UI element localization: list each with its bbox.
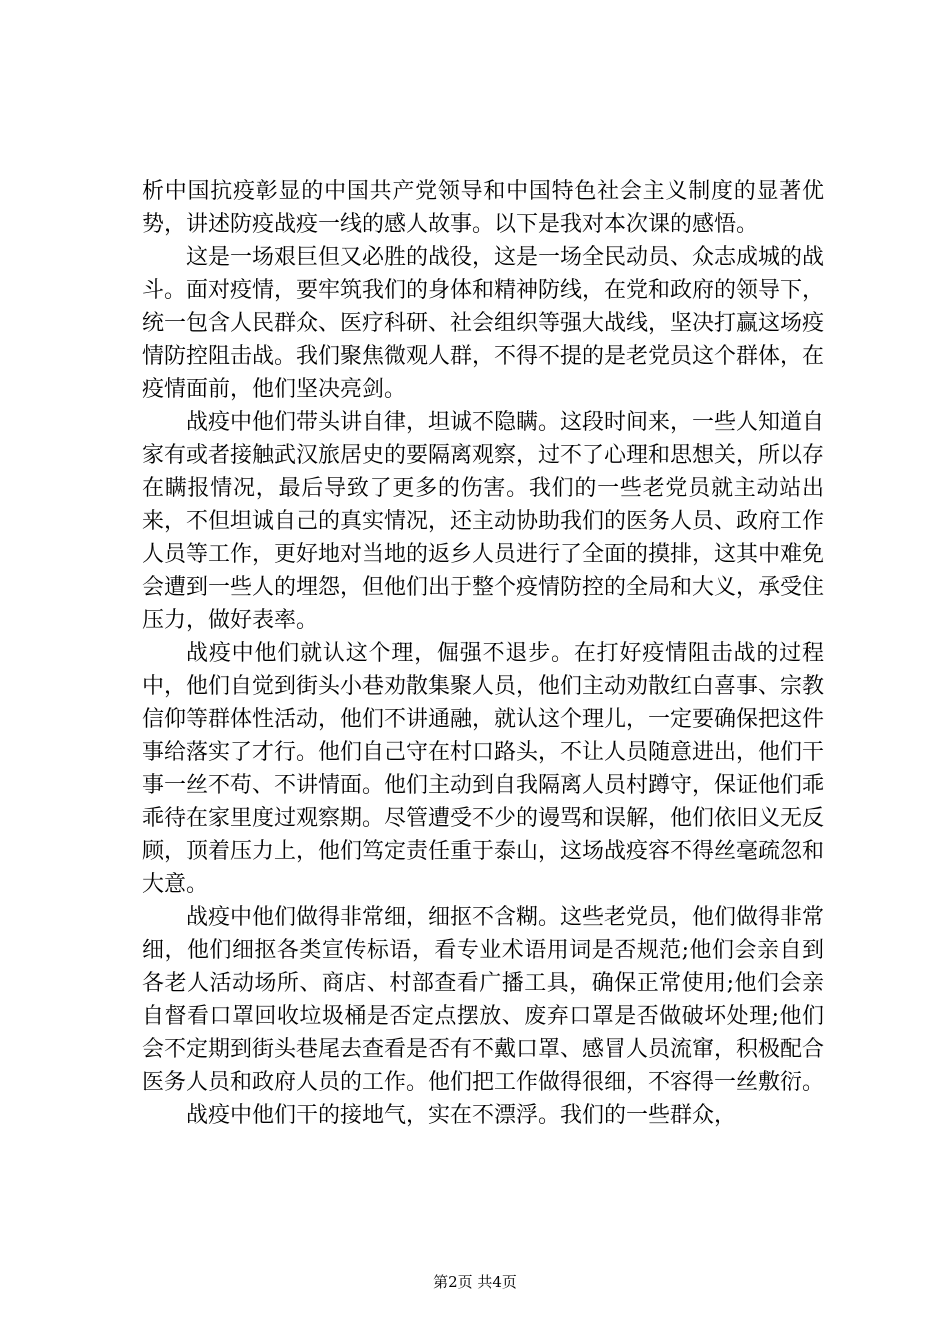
paragraph-3: 战疫中他们带头讲自律，坦诚不隐瞒。这段时间来，一些人知道自家有或者接触武汉旅居史的要隔离观察，过不了心理和思想关，所以存在瞒报情况，最后导致了更多的伤害。我们的一些老党员就主动站出来，不但坦诚自己的真实情况，还主动协助我们的医务人员、政府工作人员等工作，更好地对当地的返乡人员进行了全面的摸排，这其中难免会遭到一些人的埋怨，但他们出于整个疫情防控的全局和大义，承受住压力，做好表率。: [142, 410, 825, 633]
paragraph-2: 这是一场艰巨但又必胜的战役，这是一场全民动员、众志成城的战斗。面对疫情，要牢筑我们的身体和精神防线，在党和政府的领导下，统一包含人民群众、医疗科研、社会组织等强大战线，坚决打赢这场疫情防控阻击战。我们聚焦微观人群，不得不提的是老党员这个群体，在疫情面前，他们坚决亮剑。: [142, 245, 825, 402]
page-footer: [0, 1272, 950, 1292]
paragraph-5: 战疫中他们做得非常细，细抠不含糊。这些老党员，他们做得非常细，他们细抠各类宣传标语，看专业术语用词是否规范;他们会亲自到各老人活动场所、商店、村部查看广播工具，确保正常使用;他们会亲自督看口罩回收垃圾桶是否定点摆放、废弃口罩是否做破坏处理;他们会不定期到街头巷尾去查看是否有不戴口罩、感冒人员流窜，积极配合医务人员和政府人员的工作。他们把工作做得很细，不容得一丝敷衍。: [142, 905, 825, 1095]
paragraph-1: 析中国抗疫彰显的中国共产党领导和中国特色社会主义制度的显著优势，讲述防疫战疫一线的感人故事。以下是我对本次课的感悟。: [142, 179, 824, 237]
paragraph-4: 战疫中他们就认这个理，倔强不退步。在打好疫情阻击战的过程中，他们自觉到街头小巷劝散集聚人员，他们主动劝散红白喜事、宗教信仰等群体性活动，他们不讲通融，就认这个理儿，一定要确保把这件事给落实了才行。他们自己守在村口路头，不让人员随意进出，他们干事一丝不苟、不讲情面。他们主动到自我隔离人员村蹲守，保证他们乖乖待在家里度过观察期。尽管遭受不少的谩骂和误解，他们依旧义无反顾，顶着压力上，他们笃定责任重于泰山，这场战疫容不得丝毫疏忽和大意。: [142, 641, 825, 897]
page-number: 第2页 共4页: [433, 1273, 517, 1291]
page-body: [142, 175, 824, 1132]
paragraph-6: 战疫中他们干的接地气，实在不漂浮。我们的一些群众，: [186, 1103, 737, 1128]
